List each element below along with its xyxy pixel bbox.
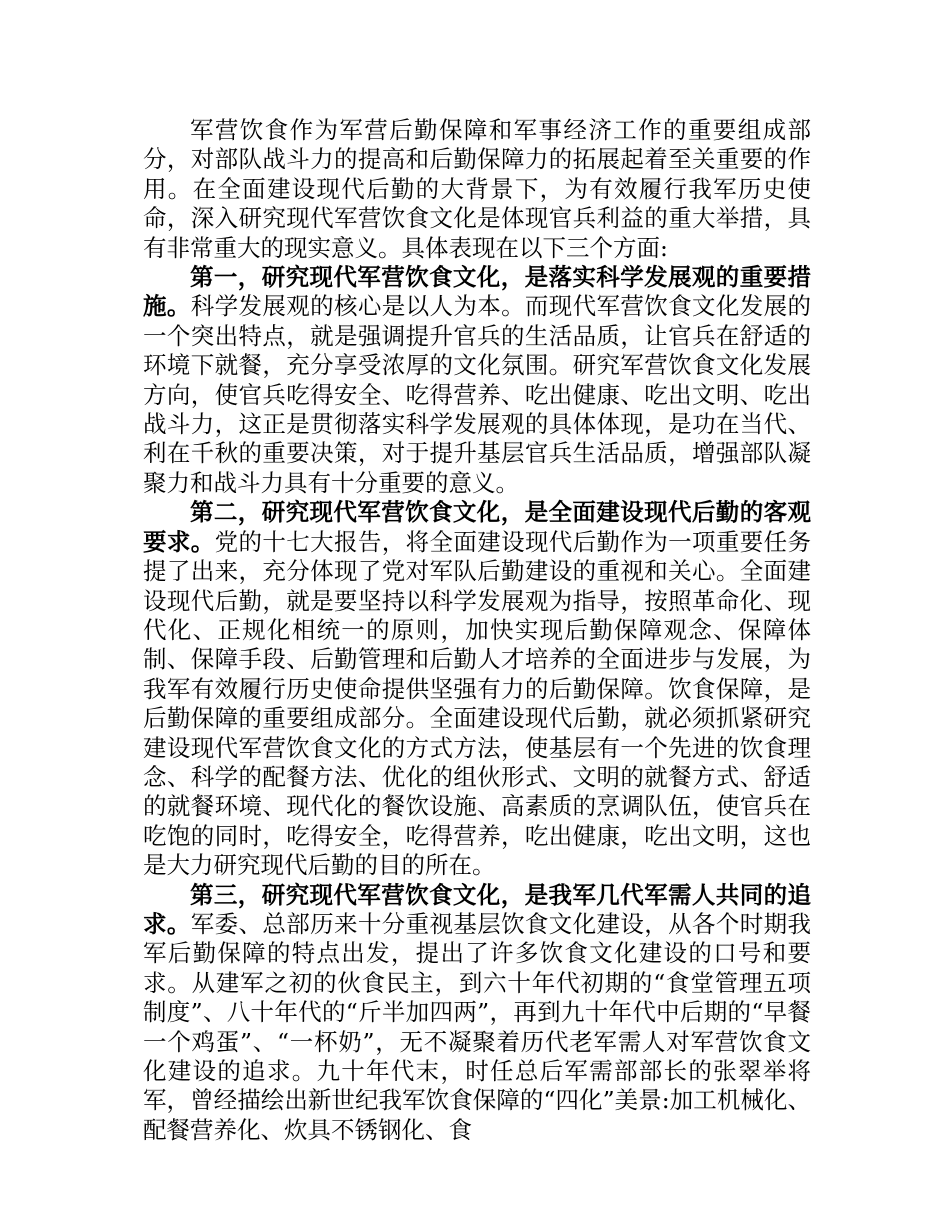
paragraph-lead-heading: 第二，研究现代军营饮食文化，是全面建设现代后勤的客观要求。: [143, 498, 811, 556]
paragraph-body: 军营饮食作为军营后勤保障和军事经济工作的重要组成部分，对部队战斗力的提高和后勤保障力的拓展起着至关重要的作用。在全面建设现代后勤的大背景下，为有效履行我军历史使命，深入研究现代军营饮食文化是体现官兵利益的重大举措，具有非常重大的现实意义。具体表现在以下三个方面:: [143, 116, 811, 262]
paragraph-lead-heading: 第一，研究现代军营饮食文化，是落实科学发展观的重要措施。: [143, 263, 811, 321]
paragraph-intro: [143, 116, 811, 263]
paragraph-second-point: [143, 498, 811, 880]
paragraph-lead-heading: 第三，研究现代军营饮食文化，是我军几代军需人共同的追求。: [143, 880, 811, 938]
document-page: [143, 116, 811, 1145]
paragraph-body: 科学发展观的核心是以人为本。而现代军营饮食文化发展的一个突出特点，就是强调提升官兵的生活品质，让官兵在舒适的环境下就餐，充分享受浓厚的文化氛围。研究军营饮食文化发展方向，使官兵吃得安全、吃得营养、吃出健康、吃出文明、吃出战斗力，这正是贯彻落实科学发展观的具体体现，是功在当代、利在千秋的重要决策，对于提升基层官兵生活品质，增强部队凝聚力和战斗力具有十分重要的意义。: [143, 292, 812, 497]
paragraph-body: 军委、总部历来十分重视基层饮食文化建设，从各个时期我军后勤保障的特点出发，提出了许多饮食文化建设的口号和要求。从建军之初的伙食民主，到六十年代初期的“食堂管理五项制度”、八十年代的“斤半加四两”，再到九十年代中后期的“早餐一个鸡蛋”、“一杯奶”，无不凝聚着历代老军需人对军营饮食文化建设的追求。九十年代末，时任总后军需部部长的张翠举将军，曾经描绘出新世纪我军饮食保障的“四化”美景:加工机械化、配餐营养化、炊具不锈钢化、食: [143, 909, 812, 1144]
paragraph-body: 党的十七大报告，将全面建设现代后勤作为一项重要任务提了出来，充分体现了党对军队后勤建设的重视和关心。全面建设现代后勤，就是要坚持以科学发展观为指导，按照革命化、现代化、正规化相统一的原则，加快实现后勤保障观念、保障体制、保障手段、后勤管理和后勤人才培养的全面进步与发展，为我军有效履行历史使命提供坚强有力的后勤保障。饮食保障，是后勤保障的重要组成部分。全面建设现代后勤，就必须抓紧研究建设现代军营饮食文化的方式方法，使基层有一个先进的饮食理念、科学的配餐方法、优化的组伙形式、文明的就餐方式、舒适的就餐环境、现代化的餐饮设施、高素质的烹调队伍，使官兵在吃饱的同时，吃得安全，吃得营养，吃出健康，吃出文明，这也是大力研究现代后勤的目的所在。: [143, 527, 812, 880]
paragraph-third-point: [143, 881, 811, 1146]
paragraph-first-point: [143, 263, 811, 498]
